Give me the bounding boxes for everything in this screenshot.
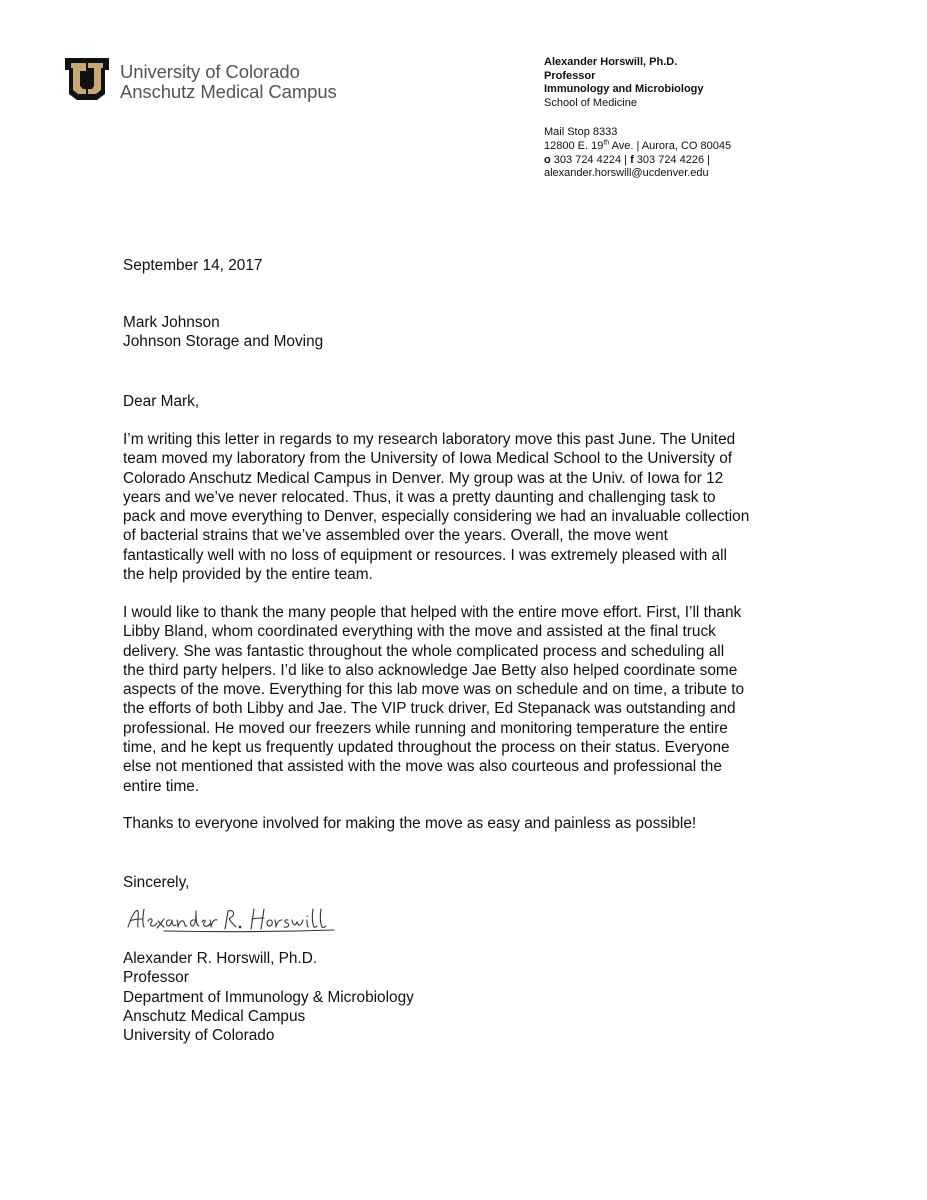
- recipient-name: Mark Johnson: [123, 314, 220, 331]
- letterhead-school: School of Medicine: [544, 96, 637, 109]
- letterhead-mail-stop: Mail Stop 8333: [544, 126, 618, 139]
- signer-title: Professor: [123, 969, 189, 987]
- fax-number: 303 724 4226 |: [633, 153, 710, 166]
- letterhead-department: Immunology and Microbiology: [544, 83, 704, 96]
- paragraph-line: the help provided by the entire team.: [123, 566, 373, 584]
- address-city: Ave. | Aurora, CO 80045: [609, 139, 732, 152]
- signer-university: University of Colorado: [123, 1027, 275, 1045]
- paragraph-line: else not mentioned that assisted with the move was also courteous and professional the: [123, 758, 722, 776]
- paragraph-line: fantastically well with no loss of equipment or resources. I was extremely pleased with all: [123, 546, 727, 564]
- letter-date: September 14, 2017: [123, 257, 263, 274]
- paragraph-line: Libby Bland, whom coordinated everything with the move and assisted at the final truck: [123, 623, 716, 641]
- paragraph-line: years and we’ve never relocated. Thus, it was a pretty daunting and challenging task to: [123, 488, 716, 506]
- logo-line-university: University of Colorado: [120, 61, 300, 82]
- paragraph-line: pack and move everything to Denver, especially considering we had an invaluable collection: [123, 508, 750, 526]
- paragraph-1: [123, 430, 749, 584]
- closing: Sincerely,: [123, 874, 190, 891]
- signer-name: Alexander R. Horswill, Ph.D.: [123, 950, 318, 967]
- paragraph-line: of bacterial strains that we’ve assembled over the years. Overall, the move went: [123, 527, 668, 545]
- cu-logo-icon: [63, 54, 111, 102]
- phone-label: o: [544, 153, 551, 166]
- paragraph-line: I’m writing this letter in regards to my research laboratory move this past June. The United: [123, 431, 736, 448]
- recipient-company: Johnson Storage and Moving: [123, 333, 324, 351]
- address-street: 12800 E. 19: [544, 139, 604, 152]
- letterhead-email[interactable]: alexander.horswill@ucdenver.edu: [544, 167, 709, 180]
- recipient-block: [123, 313, 323, 352]
- paragraph-line: team moved my laboratory from the University of Iowa Medical School to the University of: [123, 450, 733, 468]
- university-logo: [63, 54, 363, 106]
- address-ordinal: th: [603, 139, 610, 147]
- signer-block: [123, 949, 414, 1045]
- paragraph-line: the third party helpers. I’d like to also acknowledge Jae Betty also helped coordinate some: [123, 661, 738, 679]
- phone-number: 303 724 4224 |: [550, 153, 631, 166]
- paragraph-line: entire time.: [123, 777, 200, 795]
- logo-line-campus: Anschutz Medical Campus: [120, 81, 337, 102]
- salutation: Dear Mark,: [123, 393, 200, 410]
- letterhead-name: Alexander Horswill, Ph.D.: [544, 56, 678, 68]
- letterhead-title: Professor: [544, 69, 596, 82]
- paragraph-line: Colorado Anschutz Medical Campus in Denver. My group was at the Univ. of Iowa for 12: [123, 469, 724, 487]
- paragraph-line: I would like to thank the many people that helped with the entire move effort. First, I’ll thank: [123, 604, 742, 621]
- letterhead-address: [544, 140, 731, 154]
- fax-label: f: [630, 153, 634, 166]
- paragraph-line: professional. He moved our freezers while running and monitoring temperature the entire: [123, 719, 728, 737]
- letterhead-contact-block: [544, 56, 731, 181]
- paragraph-line: aspects of the move. Everything for this lab move was on schedule and on time, a tribute to: [123, 681, 745, 699]
- signer-department: Department of Immunology & Microbiology: [123, 988, 414, 1006]
- handwritten-signature: [124, 901, 344, 937]
- letterhead-phone-fax: [544, 154, 731, 168]
- paragraph-line: delivery. She was fantastic throughout the whole complicated process and scheduling all: [123, 642, 725, 660]
- signer-campus: Anschutz Medical Campus: [123, 1007, 306, 1025]
- paragraph-line: time, and he kept us frequently updated throughout the process on their status. Everyone: [123, 739, 730, 757]
- paragraph-2: [123, 603, 744, 796]
- paragraph-line: the efforts of both Libby and Jae. The VIP truck driver, Ed Stepanack was outstanding and: [123, 700, 736, 718]
- paragraph-3: Thanks to everyone involved for making the move as easy and painless as possible!: [123, 815, 697, 832]
